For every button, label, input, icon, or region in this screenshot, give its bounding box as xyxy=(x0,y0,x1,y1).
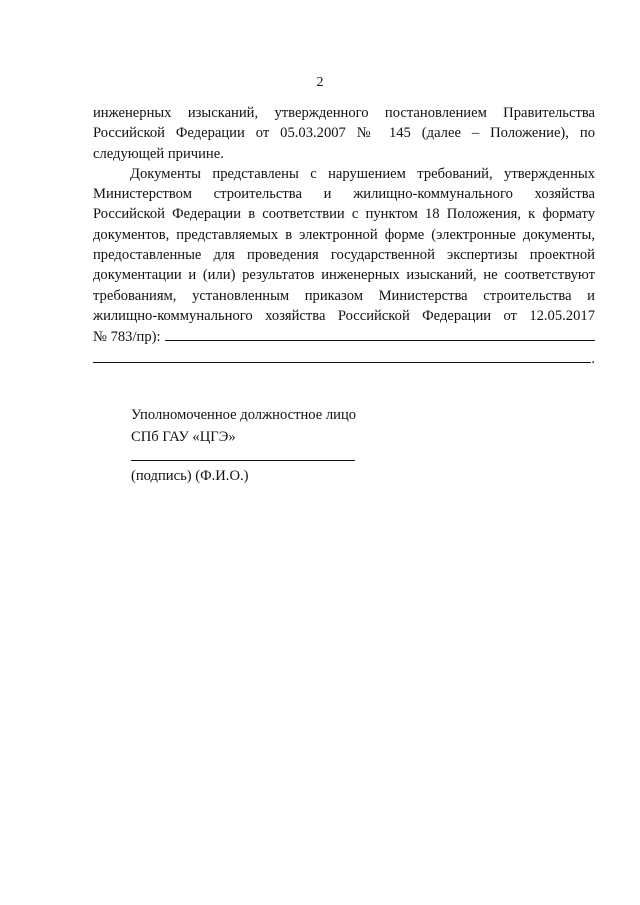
reason-blank-row xyxy=(93,348,595,368)
blank-end-mark: . xyxy=(591,350,595,367)
reason-blank-line-2 xyxy=(93,348,591,363)
reason-blank-line xyxy=(165,326,595,341)
document-body xyxy=(93,103,595,368)
signature-block xyxy=(131,404,431,487)
paragraph-2: Документы представлены с нарушением требований, утвержденных Министерством строительства и жилищно-коммунального хозяйства Российской Федерации в соответствии с пунктом 18 Положения, к формату документов, представляемых в электронной форме (электронные документы, предоставленные для проведения государственной экспертизы проектной документации и (или) результатов инженерных изысканий, не соответствуют требованиям, установленным приказом Министерства строительства и жилищно-коммунального хозяйства Российской Федерации от 12.05.2017 xyxy=(93,165,595,324)
signatory-organization: СПб ГАУ «ЦГЭ» xyxy=(131,429,236,445)
signature-line xyxy=(131,448,355,461)
order-number-text: № 783/пр): xyxy=(93,329,161,346)
page-number: 2 xyxy=(316,75,324,90)
signatory-title: Уполномоченное должностное лицо xyxy=(131,407,357,423)
reason-fill-row xyxy=(93,326,595,347)
paragraph-1: инженерных изысканий, утвержденного постановлением Правительства Российской Федерации от 05.03.2007 № 145 (далее – Положение), по следующей причине. xyxy=(93,105,595,162)
signature-caption: (подпись) (Ф.И.О.) xyxy=(131,468,249,484)
